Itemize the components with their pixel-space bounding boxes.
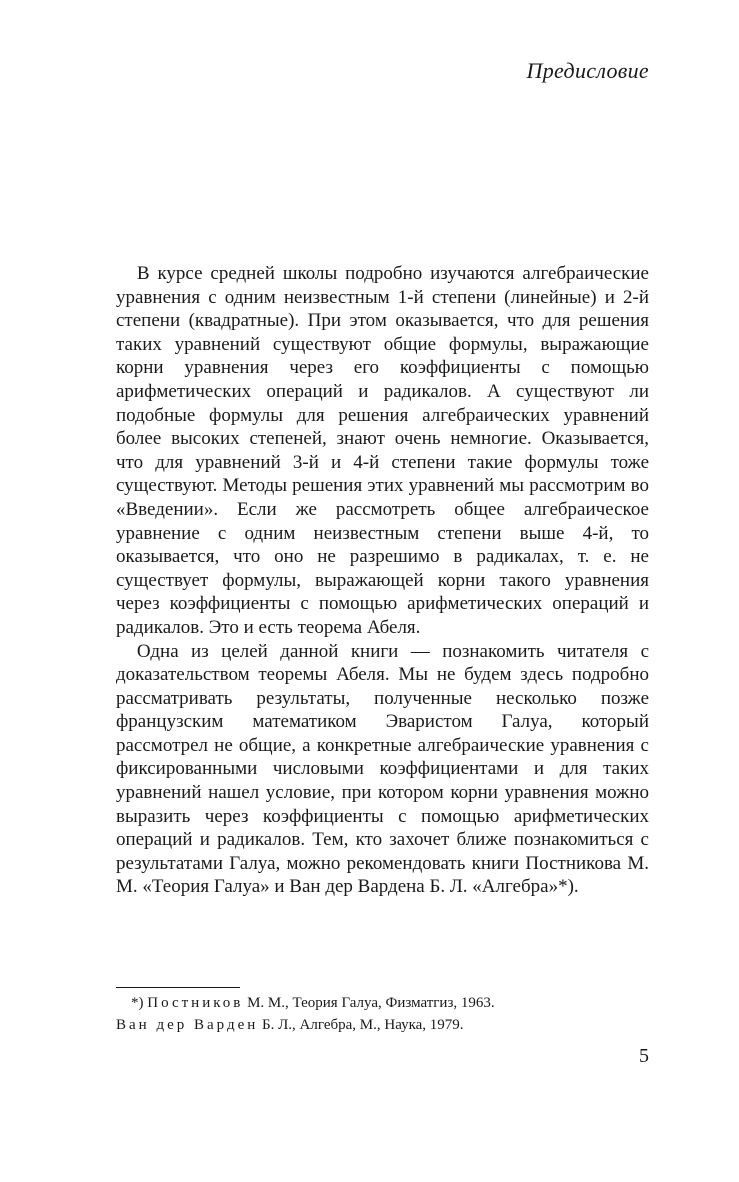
footnote-2-author: Ван дер Варден (116, 1017, 259, 1033)
footnote-marker: *) (131, 995, 144, 1011)
footnotes (116, 992, 649, 1036)
body-text (116, 262, 649, 899)
footnote-2-text: Б. Л., Алгебра, М., Наука, 1979. (262, 1017, 464, 1033)
footnote-rule (116, 987, 240, 988)
footnote-2 (116, 1014, 649, 1036)
footnote-1-author: Постников (147, 995, 244, 1011)
footnote-1-text: М. М., Теория Галуа, Физматгиз, 1963. (247, 995, 495, 1011)
page-number: 5 (639, 1045, 649, 1067)
paragraph-1: В курсе средней школы подробно изучаются алгебраические уравнения с одним неизвестным 1-й степени (линейные) и 2-й степени (квадратные). При этом оказывается, что для решения таких уравнений существуют общие формулы, выражающие корни уравнения через его коэффициенты с помощью арифметических операций и радикалов. А существуют ли подобные формулы для решения алгебраических уравнений более высоких степеней, знают очень немногие. Оказывается, что для уравнений 3-й и 4-й степени такие формулы тоже существуют. Методы решения этих уравнений мы рассмотрим во «Введении». Если же рассмотреть общее алгебраическое уравнение с одним неизвестным степени выше 4-й, то оказывается, что оно не разрешимо в радикалах, т. е. не существует формулы, выражающей корни такого уравнения через коэффициенты с помощью арифметических операций и радикалов. Это и есть теорема Абеля. (116, 263, 649, 638)
footnote-1 (116, 992, 649, 1014)
running-head: Предисловие (526, 58, 649, 83)
paragraph-2: Одна из целей данной книги — познакомить читателя с доказательством теоремы Абеля. Мы не будем здесь подробно рассматривать результаты, полученные несколько позже французским математиком Эваристом Галуа, который рассмотрел не общие, а конкретные алгебраические уравнения с фиксированными числовыми коэффициентами и для таких уравнений нашел условие, при котором корни уравнения можно выразить через коэффициенты с помощью арифметических операций и радикалов. Тем, кто захочет ближе познакомиться с результатами Галуа, можно рекомендовать книги Постникова М. М. «Теория Галуа» и Ван дер Вардена Б. Л. «Алгебра»*). (116, 640, 649, 898)
